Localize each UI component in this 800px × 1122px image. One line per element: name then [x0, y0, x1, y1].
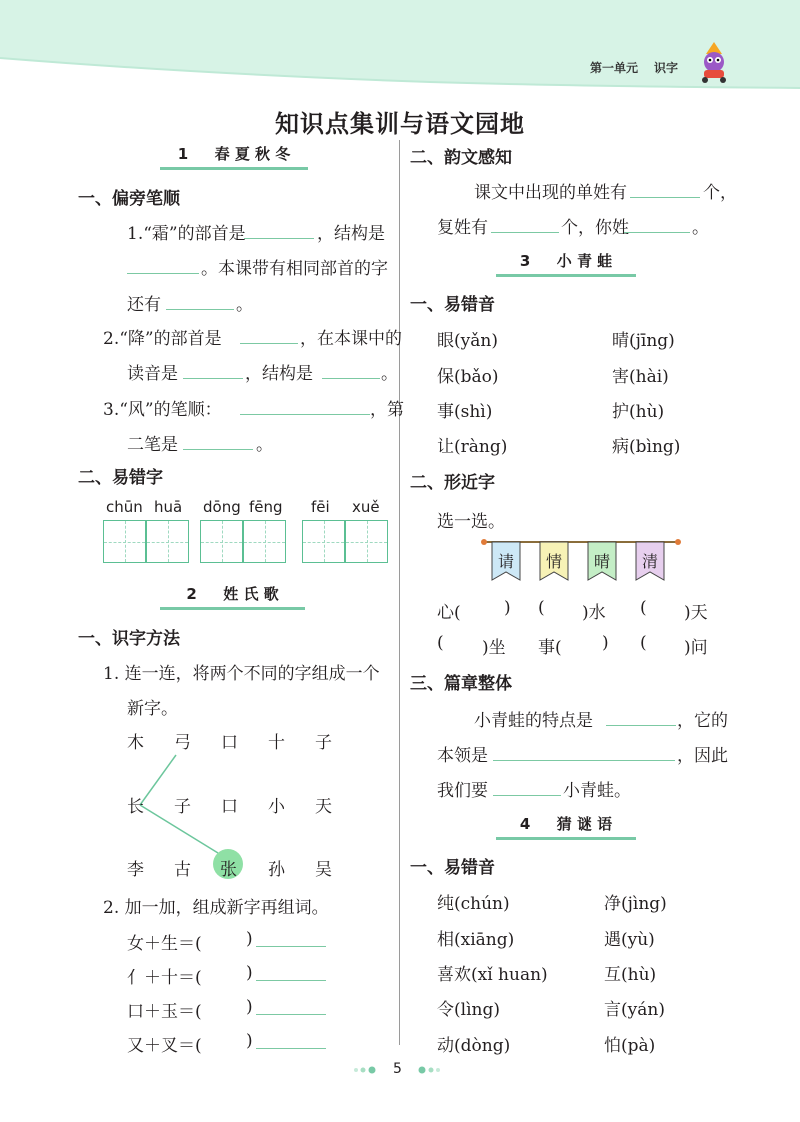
- question-text: 个，你姓: [561, 218, 629, 238]
- answer-blank[interactable]: [183, 449, 253, 450]
- pinyin-word: 令(lìng): [437, 1000, 500, 1020]
- char[interactable]: 十: [268, 733, 285, 753]
- answer-blank[interactable]: [606, 725, 676, 726]
- answer-blank[interactable]: [322, 378, 380, 379]
- writing-grid-cell[interactable]: [345, 520, 388, 563]
- flag-char: 情: [546, 552, 563, 571]
- question-text: ，它的: [677, 711, 728, 731]
- question-text: 3.“风”的笔顺：: [103, 400, 222, 420]
- question-text: 。: [256, 435, 273, 455]
- question-text: 2. 加一加，组成新字再组词。: [103, 898, 329, 918]
- fill-text: )天: [684, 603, 708, 623]
- lesson-1-number: 1: [177, 145, 189, 163]
- pinyin-word: 保(bǎo): [437, 367, 499, 387]
- answer-blank[interactable]: [256, 980, 326, 981]
- addition-expr: 亻＋十＝(: [127, 968, 202, 988]
- pinyin-word: 纯(chún): [437, 894, 510, 914]
- char[interactable]: 口: [221, 797, 238, 817]
- question-text: 。: [381, 364, 398, 384]
- fill-text: )坐: [482, 638, 506, 658]
- pinyin-word: 病(bìng): [612, 437, 681, 457]
- flag-char: 晴: [594, 552, 611, 571]
- question-text: 还有: [127, 295, 161, 315]
- section-title: 二、易错字: [78, 468, 163, 488]
- pinyin-word: 晴(jīng): [612, 331, 675, 351]
- section-title: 二、韵文感知: [410, 148, 512, 168]
- lesson-3-number: 3: [519, 252, 531, 270]
- page-number: 5: [393, 1061, 402, 1077]
- answer-blank[interactable]: [630, 197, 700, 198]
- char[interactable]: 天: [315, 797, 332, 817]
- answer-blank[interactable]: [256, 946, 326, 947]
- page-title: 知识点集训与语文园地: [275, 110, 525, 138]
- fill-text: (: [437, 633, 444, 653]
- lesson-4-number: 4: [519, 815, 531, 833]
- question-text: 。本课带有相同部首的字: [201, 259, 388, 279]
- char[interactable]: 口: [221, 733, 238, 753]
- fill-text: )问: [684, 638, 708, 658]
- answer-blank[interactable]: [240, 343, 298, 344]
- pinyin: fēi: [311, 498, 330, 516]
- lesson-1-heading: [160, 143, 308, 164]
- unit-label: 第一单元: [590, 61, 639, 75]
- answer-blank[interactable]: [493, 795, 561, 796]
- char[interactable]: 子: [315, 733, 332, 753]
- lesson-4-heading: [496, 813, 636, 834]
- pinyin-word: 眼(yǎn): [437, 331, 498, 351]
- writing-grid-cell[interactable]: [200, 520, 243, 563]
- answer-blank[interactable]: [183, 378, 243, 379]
- pinyin-word: 互(hù): [604, 965, 657, 985]
- writing-grid-cell[interactable]: [146, 520, 189, 563]
- question-text: 二笔是: [127, 435, 178, 455]
- pinyin-word: 遇(yù): [604, 930, 655, 950]
- pinyin: chūn: [106, 498, 143, 516]
- question-text: 新字。: [127, 699, 178, 719]
- question-text: 小青蛙的特点是: [474, 711, 593, 731]
- pinyin-word: 动(dòng): [437, 1036, 511, 1056]
- lesson-1-title: 春 夏 秋 冬: [214, 145, 291, 163]
- fill-text: )水: [582, 603, 606, 623]
- question-text: 读音是: [127, 364, 178, 384]
- char[interactable]: 小: [268, 797, 285, 817]
- pinyin-word: 护(hù): [612, 402, 665, 422]
- char[interactable]: 木: [127, 733, 144, 753]
- question-text: 。: [236, 295, 253, 315]
- question-text: 1. 连一连，将两个不同的字组成一个: [103, 664, 380, 684]
- char[interactable]: 长: [127, 797, 144, 817]
- question-text: 2.“降”的部首是: [103, 329, 222, 349]
- lesson-2-title: 姓 氏 歌: [223, 585, 279, 603]
- pinyin: xuě: [352, 498, 380, 516]
- pinyin-word: 怕(pà): [604, 1036, 656, 1056]
- answer-blank[interactable]: [491, 232, 559, 233]
- answer-blank[interactable]: [624, 232, 690, 233]
- pinyin: huā: [154, 498, 183, 516]
- pinyin-word: 喜欢(xǐ huan): [437, 965, 548, 985]
- footer-dots: [352, 1062, 452, 1078]
- section-title: 三、篇章整体: [410, 674, 512, 694]
- pinyin-word: 事(shì): [437, 402, 493, 422]
- question-text: 。: [692, 218, 709, 238]
- answer-blank[interactable]: [240, 414, 370, 415]
- fill-text: ): [602, 633, 609, 653]
- lesson-2-number: 2: [186, 585, 197, 603]
- question-text: 本领是: [437, 746, 488, 766]
- section-title: 一、易错音: [410, 295, 495, 315]
- fill-text: 事(: [538, 638, 562, 658]
- section-title: 一、识字方法: [78, 629, 180, 649]
- answer-blank[interactable]: [127, 273, 199, 274]
- answer-blank[interactable]: [256, 1048, 326, 1049]
- question-text: ，结构是: [245, 364, 313, 384]
- question-text: 复姓有: [437, 218, 488, 238]
- flag-char: 清: [642, 552, 659, 571]
- column-divider: [399, 140, 400, 1045]
- fill-text: (: [640, 633, 647, 653]
- char[interactable]: 张: [220, 860, 237, 880]
- question-text: 1.“霜”的部首是: [127, 224, 246, 244]
- fill-text: 心(: [437, 603, 461, 623]
- lesson-4-title: 猜 谜 语: [556, 815, 613, 833]
- answer-blank[interactable]: [256, 1014, 326, 1015]
- section-title: 二、形近字: [410, 473, 495, 493]
- pinyin: fēng: [249, 498, 283, 516]
- answer-blank[interactable]: [493, 760, 675, 761]
- section-title: 一、易错音: [410, 858, 495, 878]
- flag-char: 请: [498, 552, 515, 571]
- fill-text: (: [538, 598, 545, 618]
- pinyin-word: 言(yán): [604, 1000, 665, 1020]
- answer-blank[interactable]: [166, 309, 234, 310]
- addition-expr: 女＋生＝(: [127, 934, 202, 954]
- question-text: 个，: [703, 183, 737, 203]
- section-title: 一、偏旁笔顺: [78, 189, 180, 209]
- pinyin-word: 相(xiāng): [437, 930, 515, 950]
- writing-grid-cell[interactable]: [243, 520, 286, 563]
- answer-blank[interactable]: [244, 238, 314, 239]
- header-band: [0, 0, 800, 105]
- question-text: ，因此: [677, 746, 728, 766]
- question-text: ，结构是: [317, 224, 385, 244]
- addition-close: ): [246, 929, 253, 949]
- pinyin-word: 净(jìng): [604, 894, 667, 914]
- addition-close: ): [246, 1031, 253, 1051]
- pinyin: dōng: [203, 498, 241, 516]
- question-text: ，第: [370, 400, 404, 420]
- mascot-icon: [694, 40, 734, 84]
- lesson-3-heading: [496, 250, 636, 271]
- char[interactable]: 孙: [268, 860, 285, 880]
- writing-grid-cell[interactable]: [103, 520, 146, 563]
- char[interactable]: 子: [174, 797, 191, 817]
- char[interactable]: 李: [127, 860, 144, 880]
- lesson-2-heading: [160, 583, 305, 604]
- char[interactable]: 吴: [315, 860, 332, 880]
- char[interactable]: 古: [174, 860, 191, 880]
- question-text: 课文中出现的单姓有: [474, 183, 627, 203]
- pinyin-word: 害(hài): [612, 367, 669, 387]
- addition-expr: 口＋玉＝(: [127, 1002, 202, 1022]
- addition-close: ): [246, 997, 253, 1017]
- char[interactable]: 弓: [174, 733, 191, 753]
- section-label: 识字: [654, 61, 679, 75]
- question-text: ，在本课中的: [300, 329, 402, 349]
- fill-text: (: [640, 598, 647, 618]
- addition-close: ): [246, 963, 253, 983]
- addition-expr: 又＋叉＝(: [127, 1036, 202, 1056]
- pinyin-word: 让(ràng): [437, 437, 508, 457]
- question-text: 选一选。: [437, 512, 505, 532]
- question-text: 我们要: [437, 781, 488, 801]
- lesson-3-title: 小 青 蛙: [556, 252, 613, 270]
- fill-text: ): [504, 598, 511, 618]
- writing-grid-cell[interactable]: [302, 520, 345, 563]
- question-text: 小青蛙。: [563, 781, 631, 801]
